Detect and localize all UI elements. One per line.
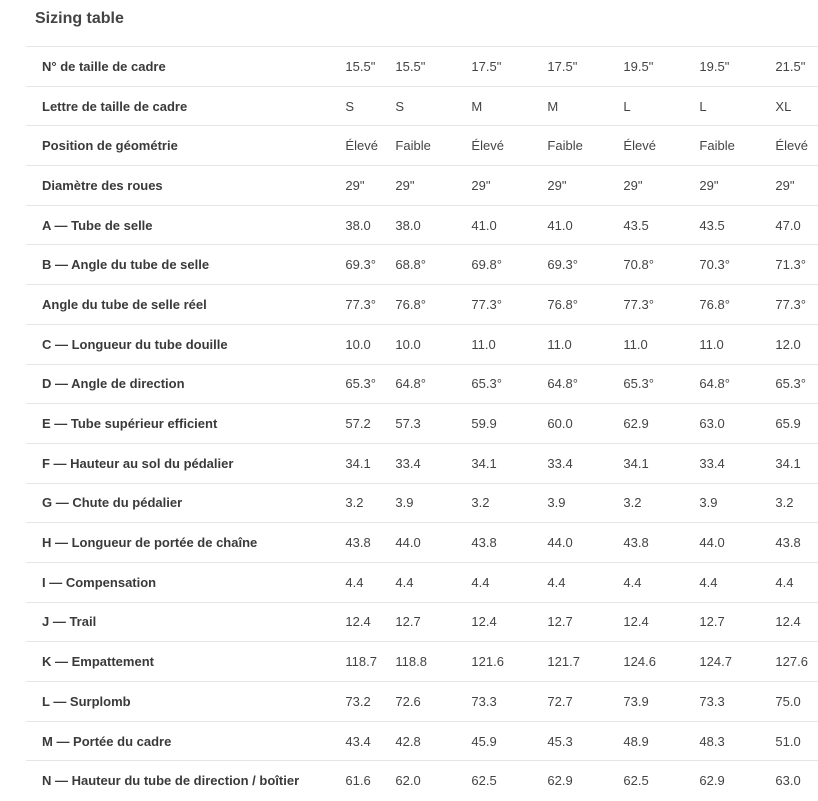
- table-cell: 48.9: [623, 733, 649, 749]
- table-cell: 43.5: [623, 217, 649, 233]
- table-cell: 11.0: [623, 336, 648, 352]
- table-cell: S: [395, 98, 405, 114]
- table-row: [26, 86, 818, 126]
- table-cell: 72.6: [395, 693, 421, 709]
- row-label: M — Portée du cadre: [42, 733, 172, 749]
- table-cell: 4.4: [623, 574, 642, 590]
- table-cell: 61.6: [345, 773, 371, 789]
- table-cell: 77.3°: [623, 296, 654, 312]
- table-cell: Élevé: [775, 138, 808, 154]
- table-cell: 4.4: [395, 574, 414, 590]
- table-cell: 29": [775, 177, 795, 193]
- table-cell: 71.3°: [775, 257, 806, 273]
- table-cell: 43.4: [345, 733, 371, 749]
- table-cell: 69.8°: [471, 257, 502, 273]
- table-row: [26, 245, 818, 285]
- table-cell: 41.0: [547, 217, 573, 233]
- table-row: [26, 642, 818, 682]
- table-cell: 68.8°: [395, 257, 426, 273]
- table-cell: 127.6: [775, 654, 808, 670]
- table-cell: 43.8: [345, 535, 371, 551]
- table-cell: 65.9: [775, 416, 801, 432]
- table-cell: 65.3°: [775, 376, 806, 392]
- table-cell: 65.3°: [345, 376, 376, 392]
- table-row: [26, 47, 818, 87]
- table-cell: 34.1: [775, 455, 801, 471]
- table-cell: 12.7: [699, 614, 725, 630]
- table-cell: 121.7: [547, 654, 580, 670]
- table-row: [26, 364, 818, 404]
- table-cell: 12.7: [395, 614, 421, 630]
- table-cell: 63.0: [775, 773, 801, 789]
- table-cell: 57.3: [395, 416, 421, 432]
- row-label: F — Hauteur au sol du pédalier: [42, 455, 234, 471]
- table-cell: 124.7: [699, 654, 732, 670]
- row-label: C — Longueur du tube douille: [42, 336, 228, 352]
- table-cell: 11.0: [699, 336, 724, 352]
- table-row: [26, 721, 818, 761]
- table-cell: 76.8°: [699, 296, 730, 312]
- table-cell: 73.3: [471, 693, 497, 709]
- table-cell: Faible: [547, 138, 583, 154]
- table-cell: Faible: [395, 138, 431, 154]
- table-cell: 70.3°: [699, 257, 730, 273]
- table-cell: 34.1: [623, 455, 649, 471]
- row-label: D — Angle de direction: [42, 376, 185, 392]
- table-cell: 3.9: [547, 495, 566, 511]
- table-cell: 21.5": [775, 58, 806, 74]
- row-label: Angle du tube de selle réel: [42, 296, 207, 312]
- table-cell: 12.4: [345, 614, 371, 630]
- table-cell: 48.3: [699, 733, 725, 749]
- table-cell: 72.7: [547, 693, 573, 709]
- table-cell: 44.0: [699, 535, 725, 551]
- table-cell: 34.1: [345, 455, 371, 471]
- table-row: [26, 523, 818, 563]
- table-cell: Élevé: [623, 138, 656, 154]
- table-cell: S: [345, 98, 355, 114]
- table-cell: 64.8°: [547, 376, 578, 392]
- row-label: N° de taille de cadre: [42, 58, 166, 74]
- table-cell: L: [699, 98, 707, 114]
- row-label: N — Hauteur du tube de direction / boîtier: [42, 773, 300, 789]
- table-cell: 3.2: [775, 495, 794, 511]
- table-cell: 73.9: [623, 693, 649, 709]
- row-label: E — Tube supérieur efficient: [42, 416, 218, 432]
- table-cell: 118.8: [395, 654, 427, 670]
- table-cell: 10.0: [345, 336, 371, 352]
- table-cell: 4.4: [471, 574, 490, 590]
- table-cell: 63.0: [699, 416, 725, 432]
- table-cell: Élevé: [471, 138, 504, 154]
- table-cell: 62.9: [699, 773, 725, 789]
- table-cell: 33.4: [547, 455, 573, 471]
- table-cell: 19.5": [623, 58, 654, 74]
- table-cell: 47.0: [775, 217, 801, 233]
- row-label: Position de géométrie: [42, 138, 178, 154]
- table-cell: 45.3: [547, 733, 573, 749]
- table-cell: 19.5": [699, 58, 730, 74]
- table-row: [26, 443, 818, 483]
- table-cell: 62.0: [395, 773, 421, 789]
- table-row: [26, 404, 818, 444]
- table-cell: M: [547, 98, 559, 114]
- row-label: Diamètre des roues: [42, 177, 163, 193]
- table-cell: 4.4: [699, 574, 718, 590]
- table-cell: 3.9: [699, 495, 718, 511]
- table-cell: 121.6: [471, 654, 504, 670]
- table-row: [26, 562, 818, 602]
- table-cell: Faible: [699, 138, 735, 154]
- table-cell: 15.5": [345, 58, 376, 74]
- table-cell: 62.9: [623, 416, 649, 432]
- table-cell: 29": [699, 177, 719, 193]
- table-cell: 43.8: [775, 535, 801, 551]
- table-cell: 38.0: [395, 217, 421, 233]
- table-cell: 17.5": [547, 58, 578, 74]
- table-cell: 12.4: [471, 614, 497, 630]
- row-label: A — Tube de selle: [42, 217, 153, 233]
- table-cell: 77.3°: [471, 296, 502, 312]
- table-cell: 69.3°: [547, 257, 578, 273]
- table-cell: 43.8: [623, 535, 649, 551]
- table-cell: 3.2: [345, 495, 364, 511]
- table-cell: 59.9: [471, 416, 497, 432]
- table-row: [26, 285, 818, 325]
- row-label: I — Compensation: [42, 574, 157, 590]
- table-title: Sizing table: [35, 10, 124, 27]
- table-cell: 10.0: [395, 336, 421, 352]
- table-cell: 4.4: [775, 574, 794, 590]
- table-cell: 29": [623, 177, 643, 193]
- table-cell: 57.2: [345, 416, 371, 432]
- table-cell: M: [471, 98, 483, 114]
- table-cell: 3.2: [623, 495, 642, 511]
- table-cell: 75.0: [775, 693, 801, 709]
- table-cell: 12.4: [775, 614, 801, 630]
- table-row: [26, 166, 818, 206]
- table-cell: 76.8°: [395, 296, 426, 312]
- row-label: B — Angle du tube de selle: [42, 257, 210, 273]
- table-cell: 62.9: [547, 773, 573, 789]
- table-cell: 42.8: [395, 733, 421, 749]
- table-cell: 29": [345, 177, 365, 193]
- table-cell: 124.6: [623, 654, 656, 670]
- table-cell: 64.8°: [395, 376, 426, 392]
- table-cell: 12.7: [547, 614, 573, 630]
- table-cell: 43.8: [471, 535, 497, 551]
- table-cell: 118.7: [345, 654, 377, 670]
- table-cell: 38.0: [345, 217, 371, 233]
- row-label: G — Chute du pédalier: [42, 495, 183, 511]
- table-row: [26, 483, 818, 523]
- table-cell: 29": [547, 177, 567, 193]
- table-cell: 73.3: [699, 693, 725, 709]
- row-label: L — Surplomb: [42, 693, 131, 709]
- sizing-table-container[interactable]: [26, 46, 808, 800]
- table-cell: 12.4: [623, 614, 649, 630]
- table-cell: 60.0: [547, 416, 573, 432]
- table-row: [26, 682, 818, 722]
- table-row: [26, 126, 818, 166]
- table-cell: 65.3°: [471, 376, 502, 392]
- table-cell: L: [623, 98, 631, 114]
- table-cell: 11.0: [471, 336, 496, 352]
- table-cell: 33.4: [699, 455, 725, 471]
- table-cell: 4.4: [345, 574, 364, 590]
- row-label: K — Empattement: [42, 654, 154, 670]
- table-cell: 44.0: [547, 535, 573, 551]
- table-cell: 65.3°: [623, 376, 654, 392]
- table-cell: 11.0: [547, 336, 572, 352]
- table-row: [26, 205, 818, 245]
- table-cell: 34.1: [471, 455, 497, 471]
- table-cell: 62.5: [623, 773, 649, 789]
- table-row: [26, 761, 818, 801]
- table-cell: 62.5: [471, 773, 497, 789]
- row-label: Lettre de taille de cadre: [42, 98, 188, 114]
- table-cell: 44.0: [395, 535, 421, 551]
- table-row: [26, 324, 818, 364]
- table-cell: 69.3°: [345, 257, 376, 273]
- table-cell: 4.4: [547, 574, 566, 590]
- table-cell: 12.0: [775, 336, 801, 352]
- table-cell: 3.2: [471, 495, 490, 511]
- table-cell: 45.9: [471, 733, 497, 749]
- table-cell: XL: [775, 98, 792, 114]
- table-cell: Élevé: [345, 138, 378, 154]
- table-cell: 77.3°: [345, 296, 376, 312]
- table-cell: 64.8°: [699, 376, 730, 392]
- table-cell: 3.9: [395, 495, 414, 511]
- table-cell: 51.0: [775, 733, 801, 749]
- table-cell: 70.8°: [623, 257, 654, 273]
- row-label: J — Trail: [42, 614, 97, 630]
- table-cell: 41.0: [471, 217, 497, 233]
- table-cell: 73.2: [345, 693, 371, 709]
- table-cell: 33.4: [395, 455, 421, 471]
- sizing-table: [26, 46, 818, 801]
- table-cell: 76.8°: [547, 296, 578, 312]
- table-cell: 17.5": [471, 58, 502, 74]
- table-row: [26, 602, 818, 642]
- table-cell: 29": [471, 177, 491, 193]
- row-label: H — Longueur de portée de chaîne: [42, 535, 258, 551]
- table-cell: 15.5": [395, 58, 426, 74]
- table-cell: 43.5: [699, 217, 725, 233]
- table-cell: 77.3°: [775, 296, 806, 312]
- table-cell: 29": [395, 177, 415, 193]
